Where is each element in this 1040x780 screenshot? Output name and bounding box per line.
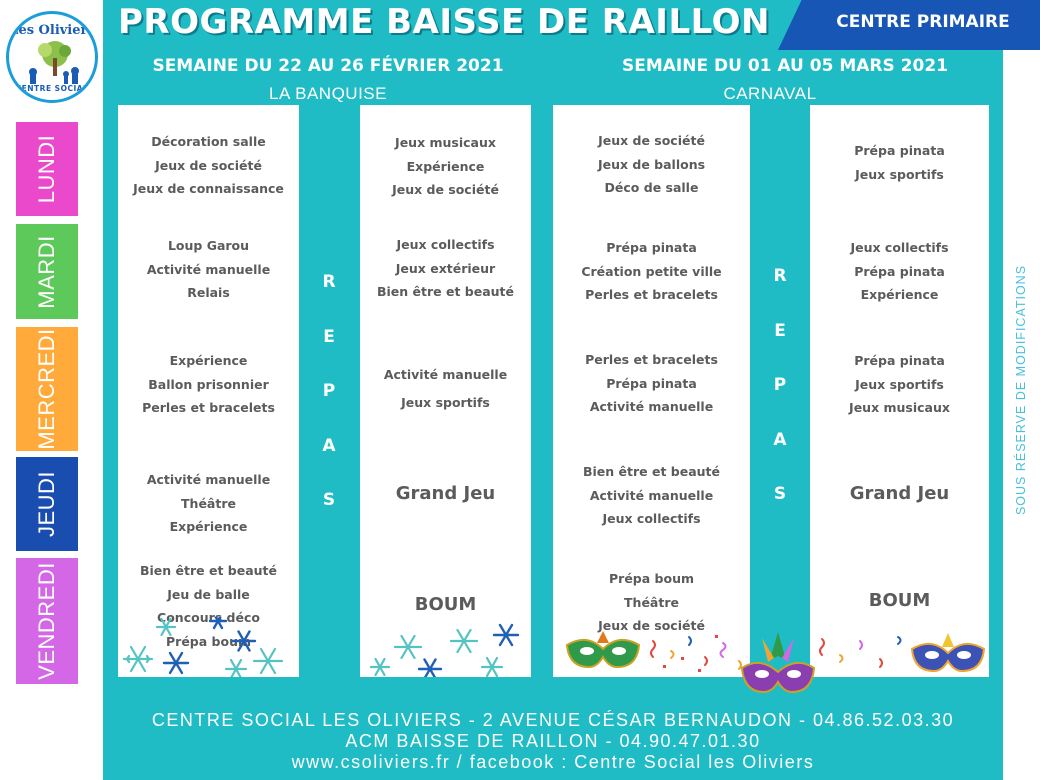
activity-item: Théâtre: [181, 495, 236, 511]
activity-item: Prépa pinata: [606, 375, 697, 391]
activity-item: Expérience: [169, 519, 248, 534]
carnival-mask-icon: [553, 627, 750, 677]
day-text: MARDI: [34, 234, 59, 309]
day-label-mercredi: [16, 327, 78, 451]
logo-name: Les Oliviers: [9, 23, 95, 38]
day-text: VENDREDI: [34, 562, 59, 680]
activity-slot-mardi: [553, 236, 750, 307]
activity-item: Expérience: [169, 353, 248, 368]
activity-slot-lundi: [553, 129, 750, 200]
activity-item: Création petite ville: [581, 263, 722, 279]
repas-letter: P: [773, 375, 787, 395]
activity-item: BOUM: [868, 590, 931, 611]
centre-badge-label: CENTRE PRIMAIRE: [836, 12, 1010, 32]
activity-item: Grand Jeu: [849, 483, 950, 504]
snowflake-icons: [118, 617, 299, 677]
activity-item: Jeux musicaux: [395, 135, 496, 150]
footer-address: CENTRE SOCIAL LES OLIVIERS - 2 AVENUE CÉSAR BERNAUDON - 04.86.52.03.30: [151, 710, 955, 730]
activity-column-week1-morning: [118, 105, 299, 677]
activity-item: Jeux de société: [598, 133, 705, 148]
activity-item: Jeu de balle: [167, 586, 250, 602]
activity-item: Jeux musicaux: [849, 400, 950, 415]
side-note: SOUS RÉSERVE DE MODIFICATIONS: [1014, 264, 1028, 516]
page-title: PROGRAMME BAISSE DE RAILLON: [118, 2, 770, 42]
activity-item: Jeux collectifs: [396, 237, 495, 252]
activity-item: Prépa pinata: [854, 263, 945, 279]
activity-item: Perles et bracelets: [142, 400, 275, 415]
week-1-heading: SEMAINE DU 22 AU 26 FÉVRIER 2021: [152, 56, 504, 76]
repas-letter: A: [773, 429, 787, 450]
repas-letter: E: [323, 326, 335, 347]
footer-phone: ACM BAISSE DE RAILLON - 04.90.47.01.30: [345, 731, 761, 751]
activity-item: Déco de salle: [604, 180, 699, 195]
repas-letter: E: [774, 320, 786, 341]
activity-item: Bien être et beauté: [139, 563, 277, 578]
activity-item: Concours déco: [157, 610, 260, 625]
activity-slot-mardi: [810, 236, 989, 307]
activity-item: Jeux extérieur: [395, 260, 496, 276]
activity-item: Expérience: [860, 287, 939, 302]
activity-slot-mercredi: [360, 361, 531, 417]
activity-slot-jeudi: [553, 460, 750, 531]
activity-item: Jeux de connaissance: [133, 181, 284, 196]
activity-item: Activité manuelle: [383, 367, 508, 382]
activity-slot-lundi: [360, 131, 531, 202]
activity-item: Activité manuelle: [146, 261, 271, 277]
activity-item: Jeux de société: [598, 618, 705, 633]
activity-item: Relais: [187, 285, 230, 300]
activity-slot-vendredi: [810, 589, 989, 613]
activity-slot-mercredi: [118, 349, 299, 420]
snowflake-icons: [360, 617, 531, 677]
activity-item: Décoration salle: [151, 134, 266, 149]
repas-letter: S: [773, 484, 787, 504]
week-2-heading: SEMAINE DU 01 AU 05 MARS 2021: [622, 56, 948, 76]
day-label-lundi: [16, 122, 78, 216]
activity-item: Prépa boum: [166, 633, 251, 649]
activity-item: Bien être et beauté: [376, 284, 514, 299]
activity-item: Loup Garou: [167, 238, 250, 253]
repas-label-week1: [319, 272, 339, 545]
repas-letter: R: [322, 272, 336, 292]
carnival-mask-icon: [810, 627, 989, 677]
activity-item: Jeux collectifs: [602, 511, 701, 526]
activity-slot-lundi: [810, 139, 989, 186]
activity-slot-mercredi: [810, 349, 989, 420]
activity-item: Jeux de ballons: [597, 156, 706, 172]
activity-item: Théâtre: [624, 594, 679, 610]
activity-column-week1-afternoon: [360, 105, 531, 677]
repas-letter: A: [322, 435, 336, 456]
activity-item: Jeux de société: [155, 157, 262, 173]
activity-item: Expérience: [406, 158, 485, 174]
repas-letter: R: [773, 266, 787, 286]
activity-slot-jeudi: [360, 482, 531, 506]
activity-item: Ballon prisonnier: [148, 376, 269, 392]
activity-item: Prépa pinata: [854, 143, 945, 158]
day-text: LUNDI: [34, 134, 59, 204]
activity-slot-mercredi: [553, 348, 750, 419]
activity-item: Bien être et beauté: [582, 464, 720, 479]
activity-item: Jeux sportifs: [401, 395, 490, 410]
day-text: JEUDI: [34, 470, 59, 538]
activity-item: Jeux collectifs: [850, 240, 949, 255]
activity-slot-vendredi: [360, 593, 531, 617]
activity-slot-lundi: [118, 130, 299, 201]
activity-item: Prépa boum: [609, 571, 694, 586]
activity-item: Grand Jeu: [395, 483, 496, 504]
activity-item: Jeux sportifs: [855, 166, 944, 182]
centre-social-logo: [6, 11, 98, 103]
activity-slot-mardi: [360, 233, 531, 304]
activity-item: Perles et bracelets: [585, 352, 718, 367]
activity-slot-mardi: [118, 234, 299, 305]
activity-item: Prépa pinata: [606, 240, 697, 255]
activity-slot-jeudi: [810, 482, 989, 506]
repas-letter: P: [322, 381, 336, 401]
week-2-theme: CARNAVAL: [723, 84, 817, 103]
day-label-vendredi: [16, 558, 78, 684]
activity-column-week2-afternoon: [810, 105, 989, 677]
activity-item: Activité manuelle: [589, 399, 714, 414]
carnival-mask-icon: [738, 630, 818, 700]
repas-letter: S: [322, 490, 336, 510]
activity-item: Prépa pinata: [854, 353, 945, 368]
day-label-mardi: [16, 224, 78, 319]
footer-web: www.csoliviers.fr / facebook : Centre Social les Oliviers: [291, 752, 815, 772]
repas-label-week2: [770, 266, 790, 539]
activity-column-week2-morning: [553, 105, 750, 677]
day-text: MERCREDI: [34, 328, 59, 450]
activity-item: BOUM: [414, 594, 477, 615]
logo-subtitle: CENTRE SOCIAL: [15, 84, 89, 93]
activity-item: Jeux sportifs: [855, 376, 944, 392]
activity-item: Jeux de société: [392, 182, 499, 197]
activity-item: Activité manuelle: [146, 472, 271, 487]
activity-slot-jeudi: [118, 468, 299, 539]
day-label-jeudi: [16, 457, 78, 551]
olive-tree-icon: [25, 40, 85, 84]
activity-item: Activité manuelle: [589, 487, 714, 503]
activity-item: Perles et bracelets: [585, 287, 718, 302]
week-1-theme: LA BANQUISE: [269, 84, 387, 103]
